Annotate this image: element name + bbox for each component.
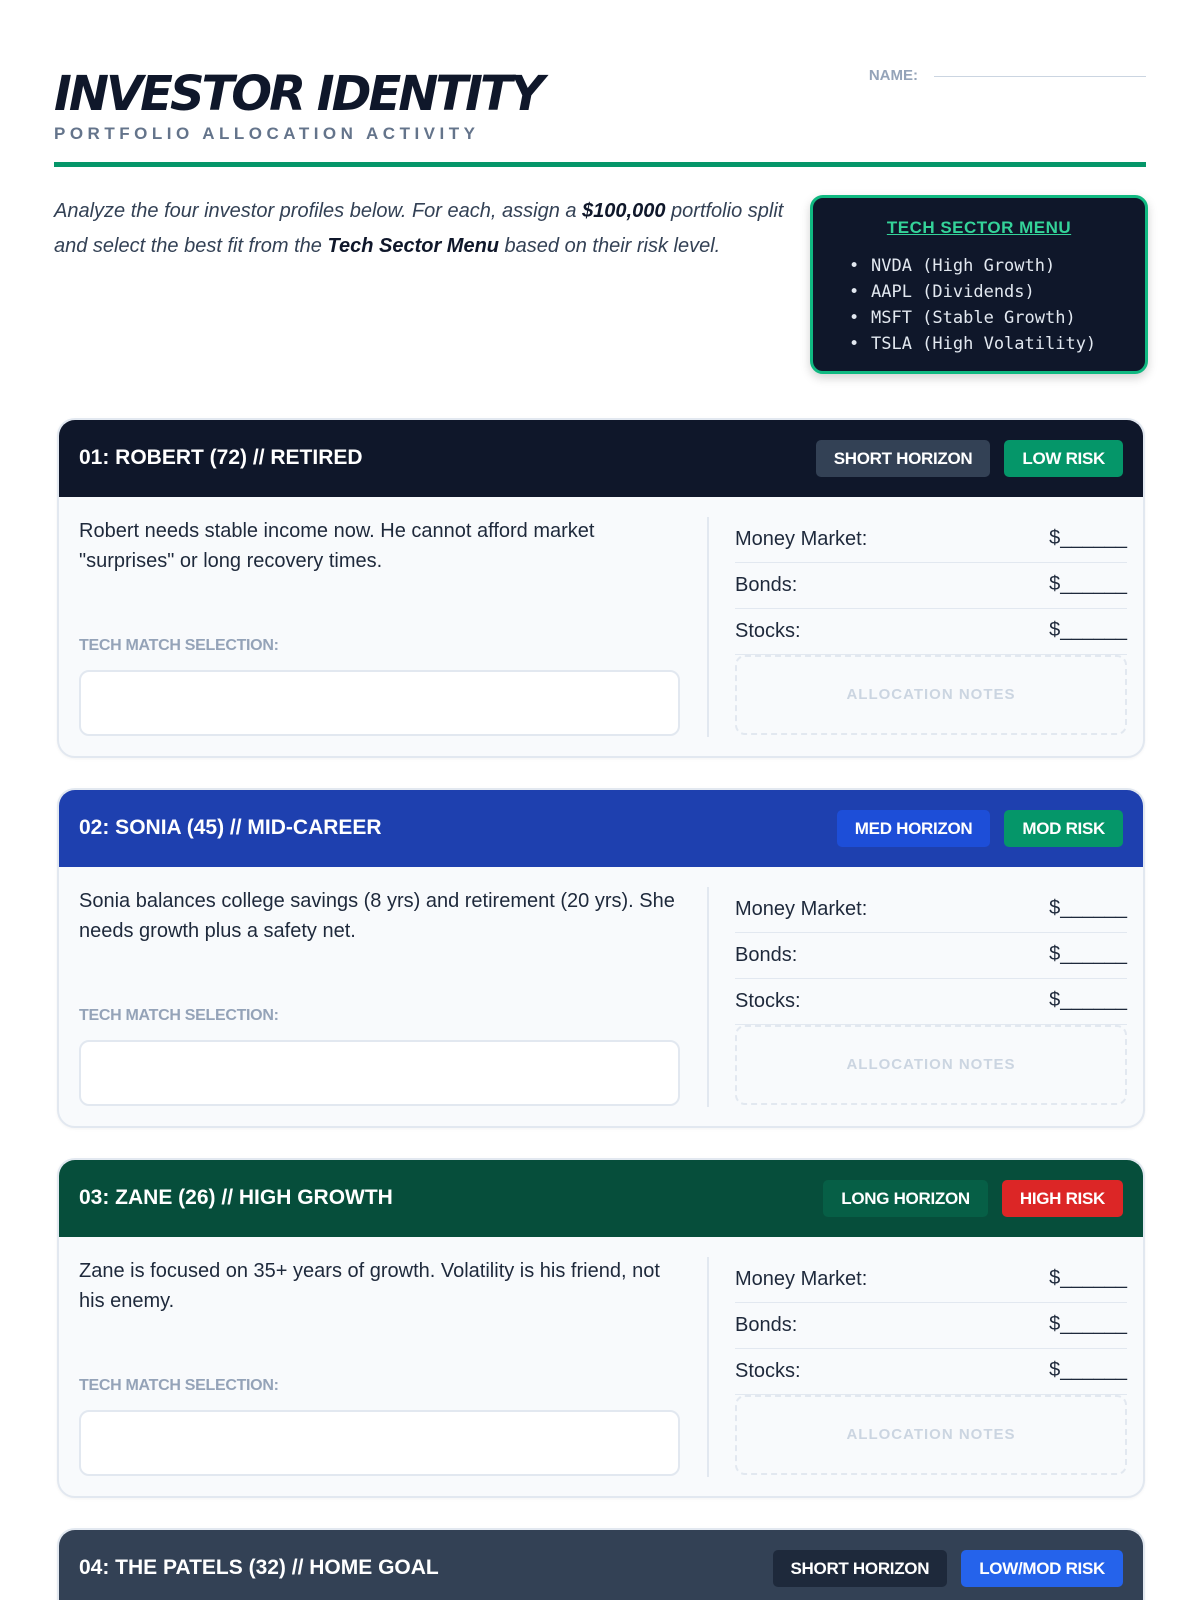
allocation-row-stocks — [735, 1349, 1127, 1395]
instructions-text-2: portfolio split and select the best fit from the — [54, 200, 784, 257]
allocation-label: Money Market: — [735, 528, 868, 550]
tech-match-input[interactable] — [79, 1410, 680, 1476]
allocation-row-bonds — [735, 563, 1127, 609]
instructions-text-3: based on their risk level. — [499, 235, 721, 257]
profile-description: Zane is focused on 35+ years of growth. Volatility is his friend, not his enemy. — [79, 1260, 660, 1312]
profile-card-zane — [57, 1158, 1145, 1498]
instructions-text-1: Analyze the four investor profiles below. For each, assign a — [54, 200, 583, 222]
allocation-row-money-market — [735, 1257, 1127, 1303]
horizon-badge: SHORT HORIZON — [816, 440, 991, 477]
risk-badge: LOW RISK — [1004, 440, 1123, 477]
badge-group — [823, 810, 1123, 847]
card-title: 03: ZANE (26) // HIGH GROWTH — [79, 1186, 393, 1209]
allocation-label: Stocks: — [735, 1360, 801, 1382]
risk-badge: HIGH RISK — [1002, 1180, 1123, 1217]
menu-item: • MSFT (Stable Growth) — [849, 305, 1096, 331]
name-field[interactable] — [934, 76, 1146, 77]
allocation-notes-box[interactable]: ALLOCATION NOTES — [735, 1395, 1127, 1475]
profile-card-robert — [57, 418, 1145, 758]
tech-match-label: TECH MATCH SELECTION: — [79, 1007, 279, 1024]
allocation-label: Bonds: — [735, 944, 798, 966]
allocation-row-stocks — [735, 609, 1127, 655]
menu-item: • NVDA (High Growth) — [849, 253, 1096, 279]
divider — [707, 887, 709, 1107]
allocation-row-money-market — [735, 887, 1127, 933]
horizon-badge: MED HORIZON — [837, 810, 991, 847]
profile-card-sonia — [57, 788, 1145, 1128]
allocation-blank[interactable]: $______ — [1049, 1267, 1127, 1289]
allocation-blank[interactable]: $______ — [1049, 1359, 1127, 1381]
card-title: 02: SONIA (45) // MID-CAREER — [79, 816, 382, 839]
badge-group — [809, 1180, 1123, 1217]
profile-description: Sonia balances college savings (8 yrs) and retirement (20 yrs). She needs growth plus a safety net. — [79, 890, 675, 942]
horizon-badge: SHORT HORIZON — [773, 1550, 948, 1587]
menu-title: TECH SECTOR MENU — [886, 218, 1072, 237]
allocation-blank[interactable]: $______ — [1049, 1313, 1127, 1335]
tech-match-label: TECH MATCH SELECTION: — [79, 637, 279, 654]
card-header — [59, 1530, 1143, 1600]
badge-group — [759, 1550, 1124, 1587]
allocation-blank[interactable]: $______ — [1049, 573, 1127, 595]
instructions-amount: $100,000 — [582, 200, 666, 222]
allocation-label: Money Market: — [735, 898, 868, 920]
allocation-blank[interactable]: $______ — [1049, 989, 1127, 1011]
risk-badge: LOW/MOD RISK — [961, 1550, 1123, 1587]
menu-list — [849, 253, 1096, 357]
instructions-menu-ref: Tech Sector Menu — [327, 235, 499, 257]
instructions — [54, 194, 794, 264]
card-header — [59, 1160, 1143, 1237]
horizon-badge: LONG HORIZON — [823, 1180, 988, 1217]
card-header — [59, 420, 1143, 497]
divider — [707, 1257, 709, 1477]
worksheet-header — [54, 62, 1146, 167]
page-title: INVESTOR IDENTITY — [54, 66, 542, 122]
allocation-blank[interactable]: $______ — [1049, 527, 1127, 549]
allocation-label: Bonds: — [735, 1314, 798, 1336]
allocation-notes-box[interactable]: ALLOCATION NOTES — [735, 1025, 1127, 1105]
divider — [707, 517, 709, 737]
card-title: 01: ROBERT (72) // RETIRED — [79, 446, 363, 469]
allocation-notes-box[interactable]: ALLOCATION NOTES — [735, 655, 1127, 735]
page-subtitle: PORTFOLIO ALLOCATION ACTIVITY — [54, 124, 480, 143]
allocation-label: Bonds: — [735, 574, 798, 596]
allocation-label: Stocks: — [735, 990, 801, 1012]
tech-match-input[interactable] — [79, 670, 680, 736]
allocation-label: Money Market: — [735, 1268, 868, 1290]
profile-card-patels — [57, 1528, 1145, 1600]
tech-sector-menu — [810, 195, 1148, 374]
menu-item: • TSLA (High Volatility) — [849, 331, 1096, 357]
menu-item: • AAPL (Dividends) — [849, 279, 1096, 305]
allocation-blank[interactable]: $______ — [1049, 943, 1127, 965]
risk-badge: MOD RISK — [1004, 810, 1123, 847]
allocation-row-bonds — [735, 1303, 1127, 1349]
allocation-label: Stocks: — [735, 620, 801, 642]
card-header — [59, 790, 1143, 867]
badge-group — [802, 440, 1123, 477]
allocation-blank[interactable]: $______ — [1049, 897, 1127, 919]
allocation-row-stocks — [735, 979, 1127, 1025]
name-label: NAME: — [868, 67, 918, 84]
allocation-blank[interactable]: $______ — [1049, 619, 1127, 641]
allocation-row-money-market — [735, 517, 1127, 563]
tech-match-label: TECH MATCH SELECTION: — [79, 1377, 279, 1394]
profile-description: Robert needs stable income now. He cannot afford market "surprises" or long recovery times. — [79, 520, 595, 572]
card-title: 04: THE PATELS (32) // HOME GOAL — [79, 1556, 439, 1579]
allocation-row-bonds — [735, 933, 1127, 979]
tech-match-input[interactable] — [79, 1040, 680, 1106]
